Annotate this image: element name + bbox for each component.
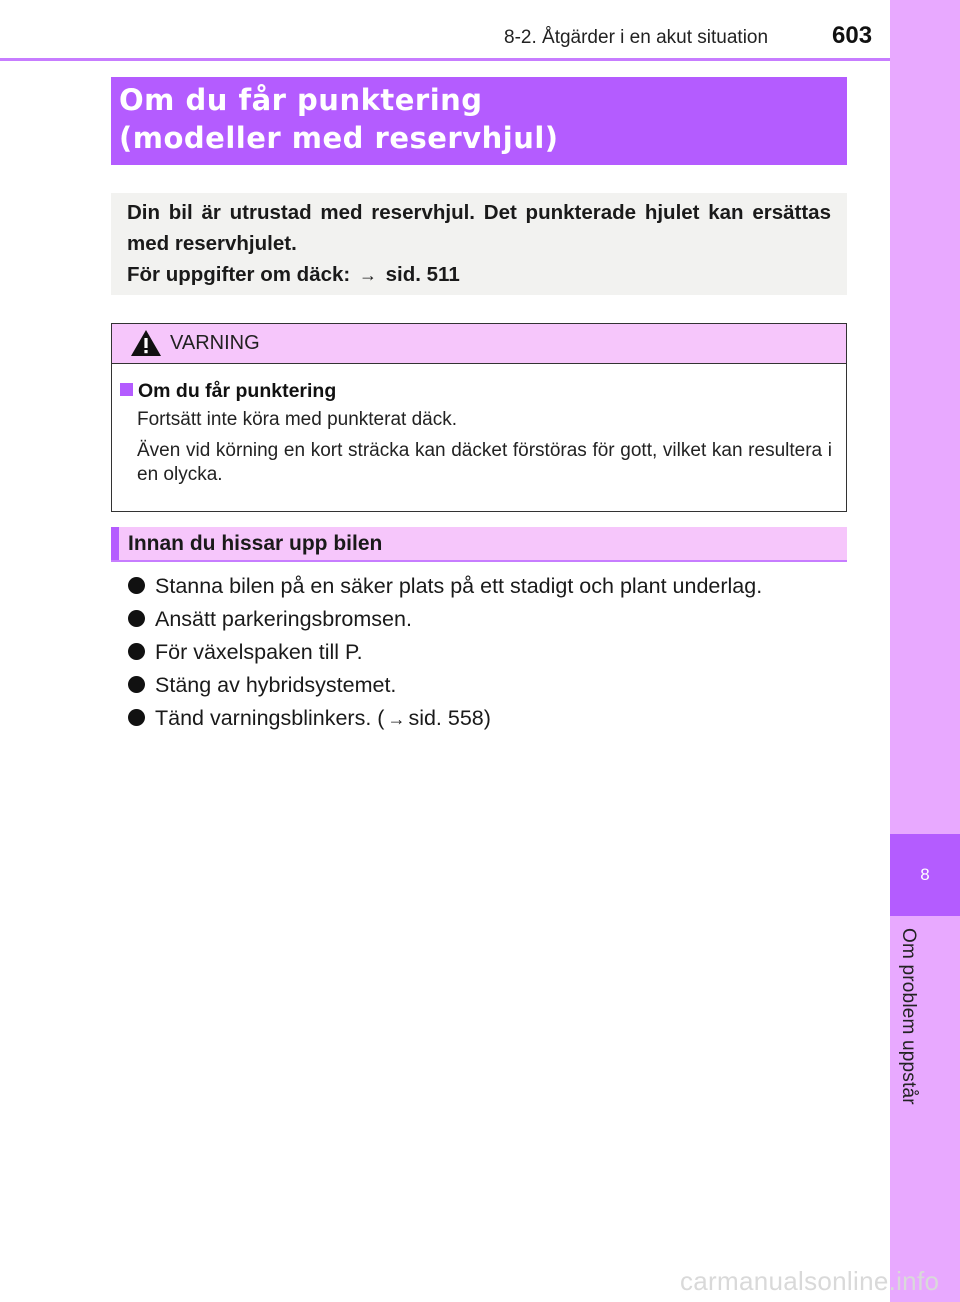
list-item — [128, 570, 848, 603]
page-title-line-2: (modeller med reservhjul) — [119, 121, 559, 155]
warning-box — [111, 323, 847, 512]
bullet-dot-icon — [128, 709, 145, 726]
section-heading — [111, 527, 847, 562]
header-divider — [0, 58, 890, 61]
intro-ref-link[interactable]: sid. 511 — [385, 263, 460, 286]
bullet-list — [128, 570, 848, 736]
page-number: 603 — [832, 22, 873, 49]
intro-box — [111, 193, 847, 295]
list-item-text: För växelspaken till P. — [155, 640, 363, 664]
list-item — [128, 603, 848, 636]
page-title — [111, 77, 847, 165]
bullet-dot-icon — [128, 610, 145, 627]
intro-text: Din bil är utrustad med reservhjul. Det punkterade hjulet kan ersättas med reservhjulet. — [127, 201, 831, 255]
warning-subheading — [120, 378, 832, 404]
warning-paragraph-2: Även vid körning en kort sträcka kan däcket förstöras för gott, vilket kan resultera i en olycka. — [137, 440, 832, 485]
page-title-line-1: Om du får punktering — [119, 83, 483, 117]
list-item — [128, 636, 848, 669]
warning-header — [112, 324, 846, 364]
list-item-text: Tänd varningsblinkers. ( — [155, 706, 385, 730]
header-section-title: 8-2. Åtgärder i en akut situation — [504, 27, 769, 48]
chapter-tab[interactable] — [890, 834, 960, 916]
warning-triangle-icon — [130, 329, 162, 362]
bullet-dot-icon — [128, 643, 145, 660]
intro-ref-label: För uppgifter om däck: — [127, 263, 351, 286]
list-item-text: Stäng av hybridsystemet. — [155, 673, 397, 697]
bullet-dot-icon — [128, 676, 145, 693]
square-bullet-icon — [120, 383, 133, 396]
list-item — [128, 702, 848, 736]
chapter-label: Om problem uppstår — [898, 928, 919, 1105]
arrow-right-icon: → — [387, 709, 406, 729]
warning-paragraph-1: Fortsätt inte köra med punkterat däck. — [137, 409, 457, 430]
list-item-text: Stanna bilen på en säker plats på ett stadigt och plant underlag. — [155, 574, 763, 598]
intro-reference — [127, 259, 831, 291]
arrow-right-icon: → — [358, 265, 377, 285]
warning-subheading-text: Om du får punktering — [138, 380, 337, 402]
bullet-dot-icon — [128, 577, 145, 594]
section-heading-text: Innan du hissar upp bilen — [128, 532, 383, 555]
warning-title: VARNING — [170, 332, 260, 354]
hazard-ref-link[interactable]: sid. 558) — [408, 706, 491, 730]
watermark: carmanualsonline.info — [680, 1266, 940, 1296]
chapter-number: 8 — [920, 865, 930, 884]
section-heading-accent — [111, 527, 119, 560]
list-item — [128, 669, 848, 702]
list-item-text: Ansätt parkeringsbromsen. — [155, 607, 412, 631]
warning-body — [112, 364, 846, 487]
side-tab-strip — [890, 0, 960, 1302]
